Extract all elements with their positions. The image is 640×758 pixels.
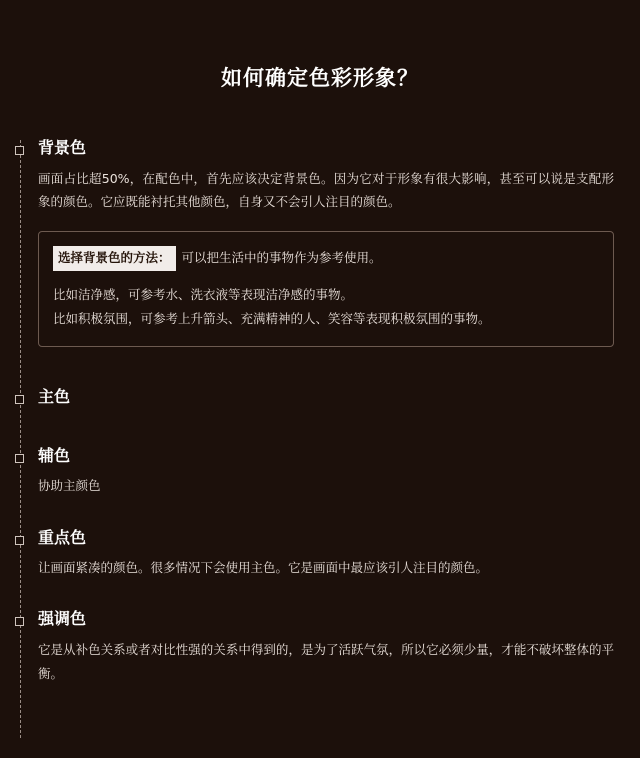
bullet-square-icon — [15, 146, 24, 155]
callout-box — [38, 231, 614, 346]
section-body: 协助主颜色 — [38, 478, 101, 494]
bullet-square-icon — [15, 395, 24, 404]
bullet-square-icon — [15, 617, 24, 626]
section-accent-color — [0, 609, 640, 684]
callout-tag: 选择背景色的方法： — [53, 246, 176, 271]
page-title: 如何确定色彩形象？ — [221, 66, 419, 90]
section-secondary-color — [0, 446, 640, 498]
spacer — [0, 416, 640, 446]
callout-line: 比如洁净感，可参考水、洗衣液等表现洁净感的事物。 — [53, 286, 354, 302]
callout-tag-text: 可以把生活中的事物作为参考使用。 — [181, 250, 382, 266]
section-heading: 重点色 — [38, 527, 87, 547]
section-main-color — [0, 387, 640, 406]
spacer — [0, 579, 640, 609]
section-heading: 强调色 — [38, 609, 87, 629]
bullet-square-icon — [15, 454, 24, 463]
callout-line: 比如积极氛围，可参考上升箭头、充满精神的人、笑容等表现积极氛围的事物。 — [53, 311, 491, 327]
callout-heading — [53, 246, 597, 271]
section-body: 让画面紧凑的颜色。很多情况下会使用主色。它是画面中最应该引人注目的颜色。 — [38, 559, 489, 575]
section-heading: 辅色 — [38, 445, 71, 465]
spacer — [0, 498, 640, 528]
section-heading: 背景色 — [38, 138, 87, 157]
section-heading: 主色 — [38, 386, 71, 406]
section-body: 它是从补色关系或者对比性强的关系中得到的，是为了活跃气氛，所以它必须少量，才能不破坏整体的平衡。 — [38, 642, 614, 681]
spacer — [0, 347, 640, 387]
section-body: 画面占比超50%，在配色中，首先应该决定背景色。因为它对于形象有很大影响，甚至可以说是支配形象的颜色。它应既能衬托其他颜色，自身又不会引人注目的颜色。 — [38, 171, 614, 210]
section-background-color — [0, 138, 640, 347]
section-focus-color — [0, 528, 640, 580]
document-content — [0, 138, 640, 685]
bullet-square-icon — [15, 536, 24, 545]
